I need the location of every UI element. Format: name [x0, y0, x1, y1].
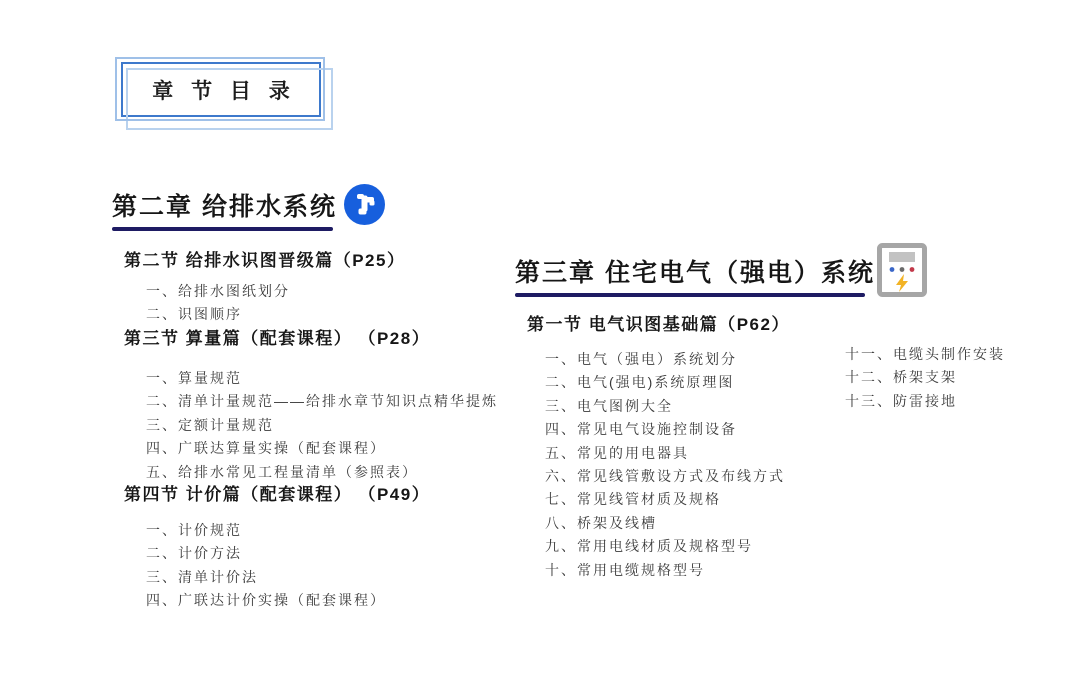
toc-item: 四、广联达计价实操（配套课程） [146, 592, 386, 609]
section-3-1-col2 [845, 343, 1005, 413]
toc-item: 六、常见线管敷设方式及布线方式 [545, 468, 785, 485]
toc-item: 二、清单计量规范——给排水章节知识点精华提炼 [146, 393, 498, 410]
electric-meter-icon [877, 243, 927, 297]
toc-item: 四、广联达算量实操（配套课程） [146, 440, 386, 457]
section-2-3-list [146, 367, 498, 484]
toc-item: 十、常用电缆规格型号 [545, 561, 705, 578]
toc-item: 十三、防雷接地 [845, 392, 957, 409]
toc-item: 七、常见线管材质及规格 [545, 491, 721, 508]
toc-item: 五、常见的用电器具 [545, 444, 689, 461]
toc-item: 二、识图顺序 [146, 306, 242, 323]
toc-item: 一、电气（强电）系统划分 [545, 351, 737, 367]
toc-item: 三、定额计量规范 [146, 416, 274, 433]
page-title-box [121, 62, 321, 117]
section-2-3 [124, 324, 498, 484]
faucet-glyph [352, 192, 377, 217]
chapter-3-underline [515, 293, 865, 297]
section-3-1-title: 第一节 电气识图基础篇（P62） [527, 315, 790, 334]
toc-item: 四、常见电气设施控制设备 [545, 421, 737, 438]
section-3-1-list-col2 [845, 343, 1005, 413]
section-3-1-list [545, 348, 790, 582]
chapter-3-title: 第三章 住宅电气（强电）系统 [515, 259, 875, 287]
section-2-2 [124, 246, 405, 327]
chapter-3-heading [515, 253, 875, 297]
toc-item: 五、给排水常见工程量清单（参照表） [146, 463, 418, 480]
section-2-4-title: 第四节 计价篇（配套课程） （P49） [124, 485, 431, 504]
toc-item: 三、清单计价法 [146, 568, 258, 585]
chapter-2-underline [112, 227, 333, 231]
section-2-4 [124, 480, 430, 613]
toc-item: 十二、桥架支架 [845, 369, 957, 386]
toc-item: 一、算量规范 [146, 370, 242, 386]
chapter-2-heading [112, 187, 337, 231]
section-2-2-list [146, 280, 405, 327]
page-title: 章 节 目 录 [152, 79, 296, 103]
toc-item: 一、给排水图纸划分 [146, 283, 290, 299]
toc-item: 八、桥架及线槽 [545, 514, 657, 531]
section-2-3-title: 第三节 算量篇（配套课程） （P28） [124, 329, 431, 348]
toc-item: 一、计价规范 [146, 522, 242, 538]
faucet-icon [344, 184, 385, 225]
section-2-2-title: 第二节 给排水识图晋级篇（P25） [124, 251, 406, 270]
toc-item: 二、电气(强电)系统原理图 [545, 374, 735, 391]
section-2-4-list [146, 519, 430, 613]
section-3-1 [527, 310, 790, 582]
toc-item: 三、电气图例大全 [545, 397, 673, 414]
chapter-2-title: 第二章 给排水系统 [112, 193, 337, 221]
toc-item: 二、计价方法 [146, 545, 242, 562]
toc-item: 九、常用电线材质及规格型号 [545, 538, 753, 555]
electric-meter-glyph [877, 243, 927, 297]
toc-item: 十一、电缆头制作安装 [845, 346, 1005, 362]
